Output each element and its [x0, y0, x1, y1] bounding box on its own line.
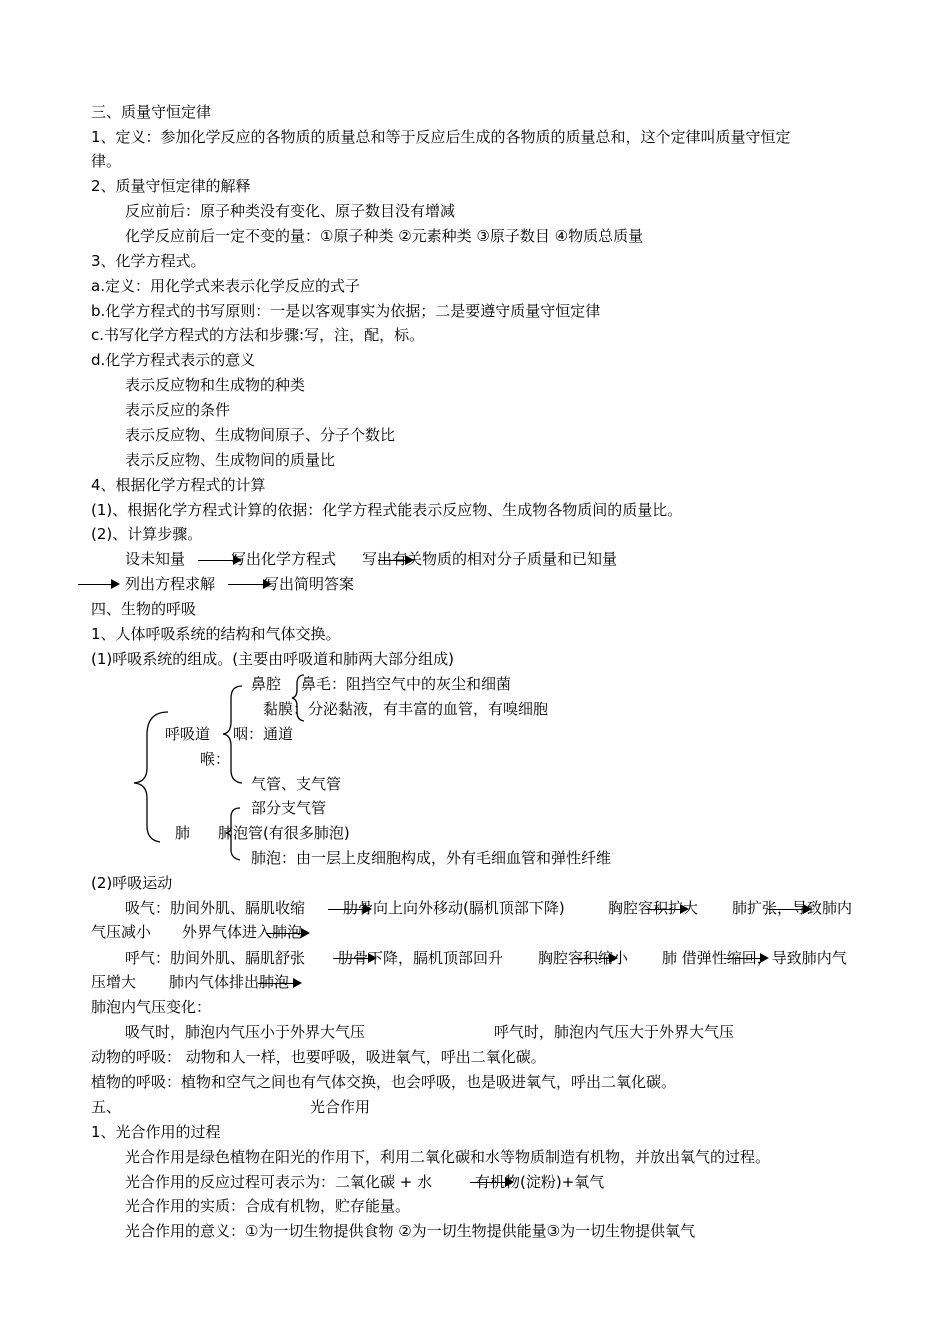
tree-alveolar-duct: 肺泡管(有很多肺泡)	[218, 824, 350, 842]
tree-bronchi: 部分支气管	[251, 799, 327, 817]
explanation-line-1: 反应前后：原子种类没有变化、原子数目没有增减	[125, 202, 456, 220]
definition-line-1: 1、定义：参加化学反应的各物质的质量总和等于反应后生成的各物质的质量总和，这个定律叫质量守恒定	[91, 128, 791, 146]
tree-nose-hair: 鼻毛：阻挡空气中的灰尘和细菌	[301, 675, 512, 693]
inhale-step-5: 气压减小	[91, 923, 152, 941]
equation-a: a.定义：用化学式来表示化学反应的式子	[91, 277, 360, 295]
inhale-arrow-icon	[266, 933, 308, 934]
exhale-step-3: 胸腔容积缩小	[538, 949, 629, 967]
step-equation: 写出化学方程式	[231, 550, 337, 568]
inhale-step-1: 吸气：肋间外肌、膈肌收缩	[125, 899, 306, 917]
equation-c: c.书写化学方程式的方法和步骤:写，注，配，标。	[91, 326, 425, 344]
calc-title: 4、根据化学方程式的计算	[91, 476, 266, 494]
exhale-step-5: 压增大	[91, 973, 137, 991]
exhale-arrow-icon	[725, 958, 767, 959]
breathing-movement-title: (2)呼吸运动	[91, 874, 173, 892]
equation-title: 3、化学方程式。	[91, 252, 206, 270]
exhale-step-4: 肺 借弹性缩回，导致肺内气	[662, 949, 847, 967]
inhale-step-3: 胸腔容积扩大	[608, 899, 699, 917]
animal-respiration: 动物的呼吸： 动物和人一样，也要呼吸，吸进氧气，呼出二氧化碳。	[91, 1048, 546, 1066]
tree-larynx: 喉：	[200, 750, 231, 768]
definition-line-2: 律。	[91, 152, 122, 170]
section-5-title: 光合作用	[310, 1098, 371, 1116]
step-mass: 写出有关物质的相对分子质量和已知量	[362, 550, 618, 568]
explanation-line-2: 化学反应前后一定不变的量：①原子种类 ②元素种类 ③原子数目 ④物质总质量	[125, 227, 644, 245]
exhale-arrow-icon	[574, 958, 616, 959]
exhale-step-2: 肋骨下降，膈机顶部回升	[338, 949, 504, 967]
respiration-composition: (1)呼吸系统的组成。(主要由呼吸道和肺两大部分组成)	[91, 650, 454, 668]
inhale-arrow-icon	[645, 909, 687, 910]
respiration-structure-title: 1、人体呼吸系统的结构和气体交换。	[91, 625, 341, 643]
tree-lung: 肺	[175, 824, 191, 842]
pressure-inhale: 吸气时，肺泡内气压小于外界大气压	[125, 1023, 366, 1041]
exhale-step-1: 呼气：肋间外肌、膈肌舒张	[125, 949, 306, 967]
meaning-item-1: 表示反应物和生成物的种类	[125, 376, 306, 394]
tree-nasal-cavity: 鼻腔	[251, 675, 282, 693]
photosynthesis-process-title: 1、光合作用的过程	[91, 1123, 221, 1141]
exhale-arrow-icon	[258, 983, 300, 984]
step-solve: 列出方程求解	[125, 575, 216, 593]
meaning-item-4: 表示反应物、生成物间的质量比	[125, 451, 336, 469]
calc-basis: (1)、根据化学方程式计算的依据：化学方程式能表示反应物、生成物各物质间的质量比。	[91, 501, 683, 519]
explanation-title: 2、质量守恒定律的解释	[91, 177, 251, 195]
meaning-item-2: 表示反应的条件	[125, 401, 231, 419]
equation-d: d.化学方程式表示的意义	[91, 351, 256, 369]
tree-airway: 呼吸道	[165, 725, 211, 743]
photosynthesis-definition: 光合作用是绿色植物在阳光的作用下，利用二氧化碳和水等物质制造有机物，并放出氧气的过程。	[125, 1148, 771, 1166]
calc-steps-title: (2)、计算步骤。	[91, 525, 203, 543]
tree-mucosa: 黏膜：分泌黏液，有丰富的血管，有嗅细胞	[263, 700, 549, 718]
tree-alveoli: 肺泡：由一层上皮细胞构成，外有毛细血管和弹性纤维	[251, 849, 612, 867]
equation-b: b.化学方程式的书写原则：一是以客观事实为依据；二是要遵守质量守恒定律	[91, 302, 601, 320]
section-5-number: 五、	[91, 1098, 122, 1116]
photosynthesis-essence: 光合作用的实质：合成有机物，贮存能量。	[125, 1197, 411, 1215]
inhale-step-6: 外界气体进入肺泡	[182, 923, 303, 941]
inhale-arrow-icon	[768, 909, 810, 910]
meaning-item-3: 表示反应物、生成物间原子、分子个数比	[125, 426, 396, 444]
inhale-step-4: 肺扩张，导致肺内	[732, 899, 853, 917]
photosynthesis-formula-right: 有机物(淀粉)+氧气	[475, 1173, 605, 1191]
exhale-step-6: 肺内气体排出肺泡	[169, 973, 290, 991]
tree-pharynx: 咽：通道	[233, 725, 294, 743]
pressure-exhale: 呼气时，肺泡内气压大于外界大气压	[494, 1023, 735, 1041]
section-4-title: 四、生物的呼吸	[91, 600, 197, 618]
inhale-step-2: 肋骨向上向外移动(膈机顶部下降)	[343, 899, 565, 917]
photosynthesis-meaning: 光合作用的意义：①为一切生物提供食物 ②为一切生物提供能量③为一切生物提供氧气	[125, 1222, 696, 1240]
step-unknown: 设未知量	[125, 550, 186, 568]
plant-respiration: 植物的呼吸：植物和空气之间也有气体交换，也会呼吸，也是吸进氧气，呼出二氧化碳。	[91, 1073, 677, 1091]
step-answer: 写出简明答案	[264, 575, 355, 593]
photosynthesis-formula-left: 光合作用的反应过程可表示为：二氧化碳 + 水	[125, 1173, 433, 1191]
pressure-title: 肺泡内气压变化：	[91, 998, 212, 1016]
tree-trachea: 气管、支气管	[251, 775, 342, 793]
section-3-title: 三、质量守恒定律	[91, 103, 212, 121]
